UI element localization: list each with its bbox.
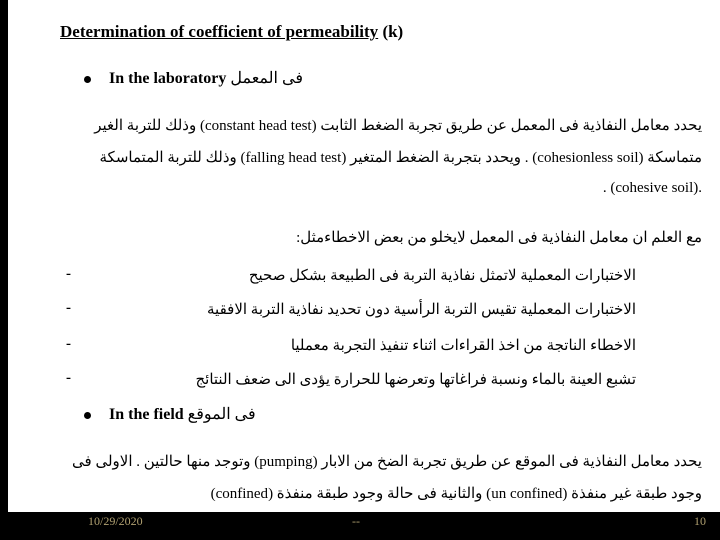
bullet-laboratory [84, 68, 303, 88]
error-dash: - [66, 266, 71, 282]
field-paragraph-line-2: وجود طبقة غير منفذة (un confined) والثانية فى حالة وجود طبقة منفذة (confined) [210, 486, 702, 502]
footer-center: -- [352, 514, 360, 528]
error-text: تشبع العينة بالماء ونسبة فراغاتها وتعرضها للحرارة يؤدى الى ضعف النتائج [195, 372, 636, 388]
bullet-field-ar: فى الموقع [187, 406, 256, 423]
footer-date: 10/29/2020 [88, 514, 143, 528]
error-text: الاخطاء الناتجة من اخذ القراءات اثناء تنفيذ التجربة معمليا [290, 338, 636, 354]
lab-paragraph-line-2: متماسكة (cohesionless soil) . ويحدد بتجربة الضغط المتغير (falling head test) وذلك للتربة المتماسكة [99, 150, 702, 166]
bullet-field-en: In the field [109, 406, 184, 423]
footer-page-number: 10 [694, 514, 706, 528]
lab-paragraph-line-3: . (cohesive soil). [602, 180, 702, 196]
error-text: الاختبارات المعملية تقيس التربة الرأسية دون تحديد نفاذية التربة الافقية [207, 302, 636, 318]
title-symbol: (k) [382, 22, 404, 41]
error-dash: - [66, 336, 71, 352]
slide-title [60, 22, 403, 42]
field-paragraph-line-1: يحدد معامل النفاذية فى الموقع عن طريق تجربة الضخ من الابار (pumping) وتوجد منها حالتين . الاولى فى [72, 454, 702, 470]
slide [8, 0, 720, 512]
error-dash: - [66, 370, 71, 386]
bullet-dot-icon [84, 412, 91, 419]
bullet-field [84, 404, 256, 424]
error-dash: - [66, 300, 71, 316]
errors-intro: مع العلم ان معامل النفاذية فى المعمل لايخلو من بعض الاخطاءمثل: [296, 230, 702, 246]
bullet-laboratory-en: In the laboratory [109, 70, 227, 87]
bullet-dot-icon [84, 76, 91, 83]
lab-paragraph-line-1: يحدد معامل النفاذية فى المعمل عن طريق تجربة الضغط الثابت (constant head test) وذلك للتربة الغير [94, 118, 702, 134]
bullet-laboratory-ar: فى المعمل [230, 70, 303, 87]
title-text: Determination of coefficient of permeability [60, 22, 379, 41]
error-text: الاختبارات المعملية لاتمثل نفاذية التربة فى الطبيعة بشكل صحيح [248, 268, 636, 284]
